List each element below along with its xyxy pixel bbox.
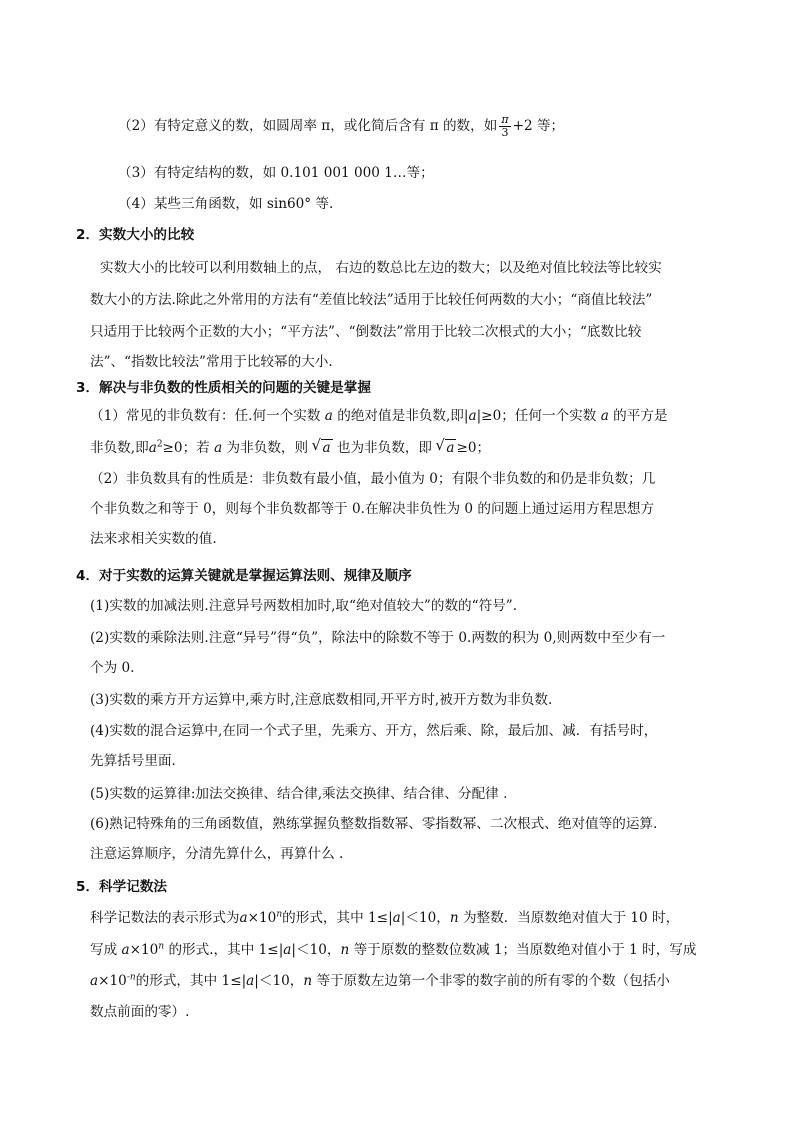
section-5-line3: $a\times 10^{-n}$的形式，其中 1≤|a|＜10，n 等于原数左边第一个非零的数字前的所有零的个数（包括小 [90, 972, 670, 989]
pi-over-3-fraction: $\frac{\pi}{3}$ [501, 113, 509, 139]
section-2-heading: 2．实数大小的比较 [76, 227, 195, 243]
intro-item-2: （2）有特定意义的数，如圆周率 π，或化简后含有 π 的数，如 $\frac{\pi}{3}$ +2 等； [118, 113, 565, 139]
section-3-p2-line: （2）非负数具有的性质是：非负数有最小值，最小值为 0；有限个非负数的和仍是非负数；几 [90, 471, 656, 487]
section-4-line: (3)实数的乘方开方运算中,乘方时,注意底数相同,开平方时,被开方数为非负数. [90, 692, 553, 708]
section-2-line: 实数大小的比较可以利用数轴上的点， 右边的数总比左边的数大；以及绝对值比较法等比较实 [100, 260, 662, 276]
section-4-line: 注意运算顺序，分清先算什么，再算什么 . [90, 846, 344, 862]
section-3-p1-line1: （1）常见的非负数有：任.何一个实数 a 的绝对值是非负数,即|a|≥0；任何一个实数 a 的平方是 [90, 408, 668, 424]
sqrt-a-expression: √ a [321, 439, 332, 456]
sqrt-a-expression: √ a [445, 439, 456, 456]
section-2-line: 只适用于比较两个正数的大小；“平方法”、“倒数法”常用于比较二次根式的大小；“底数比较 [90, 324, 642, 340]
section-4-line: (2)实数的乘除法则.注意“异号”得“负”，除法中的除数不等于 0.两数的积为 0,则两数中至少有一 [90, 630, 666, 646]
section-4-line: (5)实数的运算律:加法交换律、结合律,乘法交换律、结合律、分配律 . [90, 786, 508, 802]
section-4-line: 先算括号里面． [90, 753, 186, 769]
section-3-p2-line: 法来求相关实数的值. [90, 531, 217, 547]
section-5-line2: 写成 $a\times 10^n$ 的形式.，其中 1≤|a|＜10，n 等于原数的整数位数减 1；当原数绝对值小于 1 时，写成 [90, 941, 697, 958]
section-5-line4: 数点前面的零）. [90, 1004, 190, 1020]
section-3-p2-line: 个非负数之和等于 0，则每个非负数都等于 0.在解决非负性为 0 的问题上通过运用方程思想方 [90, 501, 655, 517]
section-2-line: 数大小的方法.除此之外常用的方法有“差值比较法”适用于比较任何两数的大小；“商值比较法” [90, 292, 653, 308]
section-3-heading: 3．解决与非负数的性质相关的问题的关键是掌握 [76, 380, 371, 396]
section-5-heading: 5．科学记数法 [76, 879, 168, 895]
section-4-line: 个为 0. [90, 660, 135, 676]
section-2-line: 法”、“指数比较法”常用于比较幂的大小. [90, 354, 333, 370]
section-4-line: (4)实数的混合运算中,在同一个式子里，先乘方、开方，然后乘、除，最后加、减．有括号时， [90, 723, 658, 739]
section-4-line: (1)实数的加减法则.注意异号两数相加时,取“绝对值较大”的数的“符号”. [90, 598, 518, 614]
section-5-line1: 科学记数法的表示形式为$a\times 10^n$的形式，其中 1≤|a|＜10，n 为整数．当原数绝对值大于 10 时， [90, 909, 680, 926]
section-4-line: (6)熟记特殊角的三角函数值，熟练掌握负整数指数幂、零指数幂、二次根式、绝对值等的运算. [90, 816, 658, 832]
section-4-heading: 4．对于实数的运算关键就是掌握运算法则、规律及顺序 [76, 568, 412, 584]
intro-item-3: （3）有特定结构的数，如 0.101 001 000 1…等； [118, 165, 434, 181]
section-3-p1-line2: 非负数,即$a^2\ge 0$；若 a 为非负数，则 √ a 也为非负数，即 √ a ≥0； [90, 439, 490, 457]
intro-item-4: （4）某些三角函数，如 sin60° 等. [118, 196, 334, 212]
